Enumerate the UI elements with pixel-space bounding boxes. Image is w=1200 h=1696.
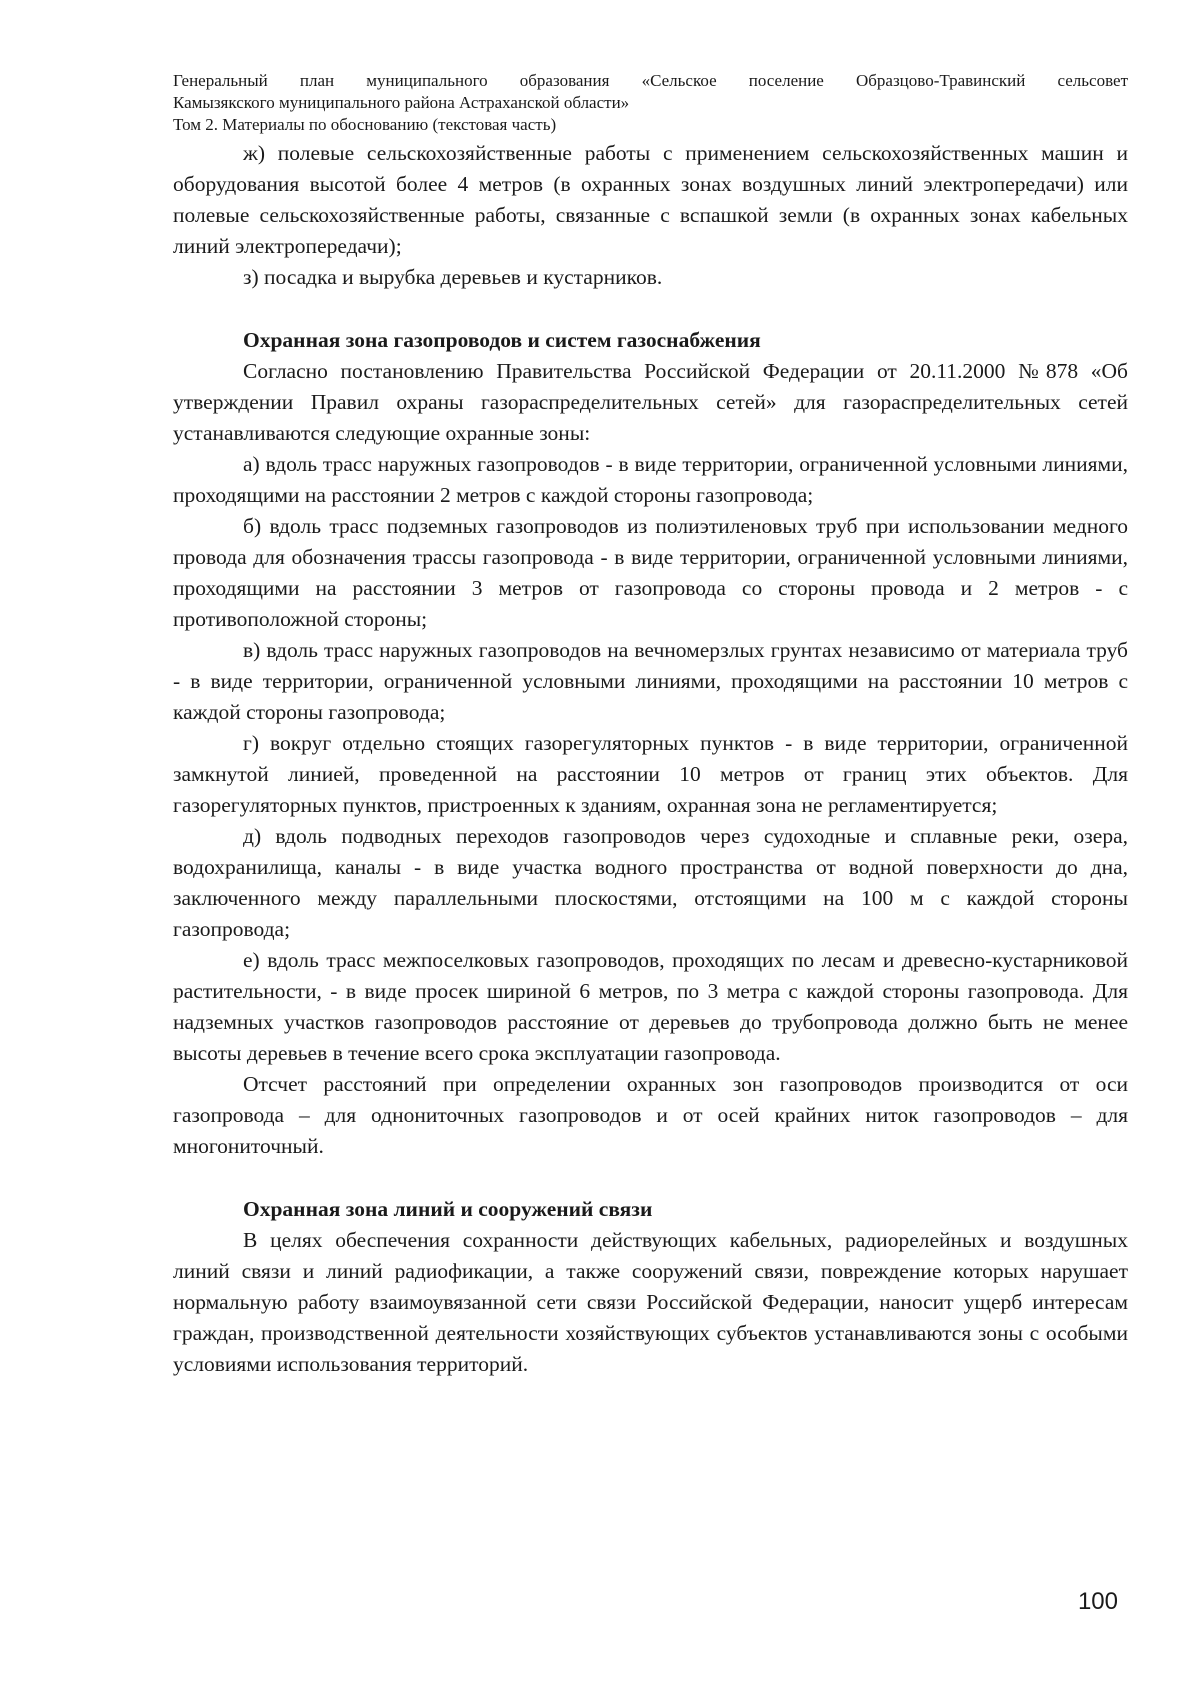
section-heading-gas: Охранная зона газопроводов и систем газоснабжения <box>243 328 761 352</box>
header-line-2: Камызякского муниципального района Астраханской области» <box>173 93 630 112</box>
paragraph-z: з) посадка и вырубка деревьев и кустарников. <box>243 265 663 289</box>
page-header <box>173 70 1128 136</box>
page-number: 100 <box>1077 1588 1118 1615</box>
paragraph-d: д) вдоль подводных переходов газопроводов через судоходные и сплавные реки, озера, водохранилища, каналы - в виде участка водного пространства от водной поверхности до дна, заключенного между параллельными плоскостями, отстоящими на 100 м с каждой стороны газопровода; <box>173 824 1128 941</box>
paragraph-gas-intro: Согласно постановлению Правительства Российской Федерации от 20.11.2000 №878 «Об утверждении Правил охраны газораспределительных сетей» для газораспределительных сетей устанавливаются следующие охранные зоны: <box>173 359 1128 445</box>
paragraph-zh: ж) полевые сельскохозяйственные работы с применением сельскохозяйственных машин и оборудования высотой более 4 метров (в охранных зонах воздушных линий электропередачи) или полевые сельскохозяйственные работы, связанные с вспашкой земли (в охранных зонах кабельных линий электропередачи); <box>173 141 1128 258</box>
header-line-1: Генеральный план муниципального образования «Сельское поселение Образцово-Травинский сельсовет <box>173 71 1128 90</box>
paragraph-a: а) вдоль трасс наружных газопроводов - в виде территории, ограниченной условными линиями, проходящими на расстоянии 2 метров с каждой стороны газопровода; <box>173 452 1128 507</box>
section-heading-svyaz: Охранная зона линий и сооружений связи <box>243 1197 653 1221</box>
spacer <box>173 1162 1128 1194</box>
paragraph-g: г) вокруг отдельно стоящих газорегуляторных пунктов - в виде территории, ограниченной замкнутой линией, проведенной на расстоянии 10 метров от границ этих объектов. Для газорегуляторных пунктов, пристроенных к зданиям, охранная зона не регламентируется; <box>173 731 1128 817</box>
paragraph-e: е) вдоль трасс межпоселковых газопроводов, проходящих по лесам и древесно-кустарниковой растительности, - в виде просек шириной 6 метров, по 3 метра с каждой стороны газопровода. Для надземных участков газопроводов расстояние от деревьев до трубопровода должно быть не менее высоты деревьев в течение всего срока эксплуатации газопровода. <box>173 948 1128 1065</box>
paragraph-svyaz: В целях обеспечения сохранности действующих кабельных, радиорелейных и воздушных линий связи и линий радиофикации, а также сооружений связи, повреждение которых нарушает нормальную работу взаимоувязанной сети связи Российской Федерации, наносит ущерб интересам граждан, производственной деятельности хозяйствующих субъектов устанавливаются зоны с особыми условиями использования территорий. <box>173 1228 1128 1376</box>
header-line-3: Том 2. Материалы по обоснованию (текстовая часть) <box>173 115 557 134</box>
paragraph-v: в) вдоль трасс наружных газопроводов на вечномерзлых грунтах независимо от материала труб - в виде территории, ограниченной условными линиями, проходящими на расстоянии 10 метров с каждой стороны газопровода; <box>173 638 1128 724</box>
document-body <box>173 138 1128 1380</box>
paragraph-otschet: Отсчет расстояний при определении охранных зон газопроводов производится от оси газопровода – для однониточных газопроводов и от осей крайних ниток газопроводов – для многониточный. <box>173 1072 1128 1158</box>
spacer <box>173 293 1128 325</box>
paragraph-b: б) вдоль трасс подземных газопроводов из полиэтиленовых труб при использовании медного провода для обозначения трассы газопровода - в виде территории, ограниченной условными линиями, проходящими на расстоянии 3 метров от газопровода со стороны провода и 2 метров - с противоположной стороны; <box>173 514 1128 631</box>
